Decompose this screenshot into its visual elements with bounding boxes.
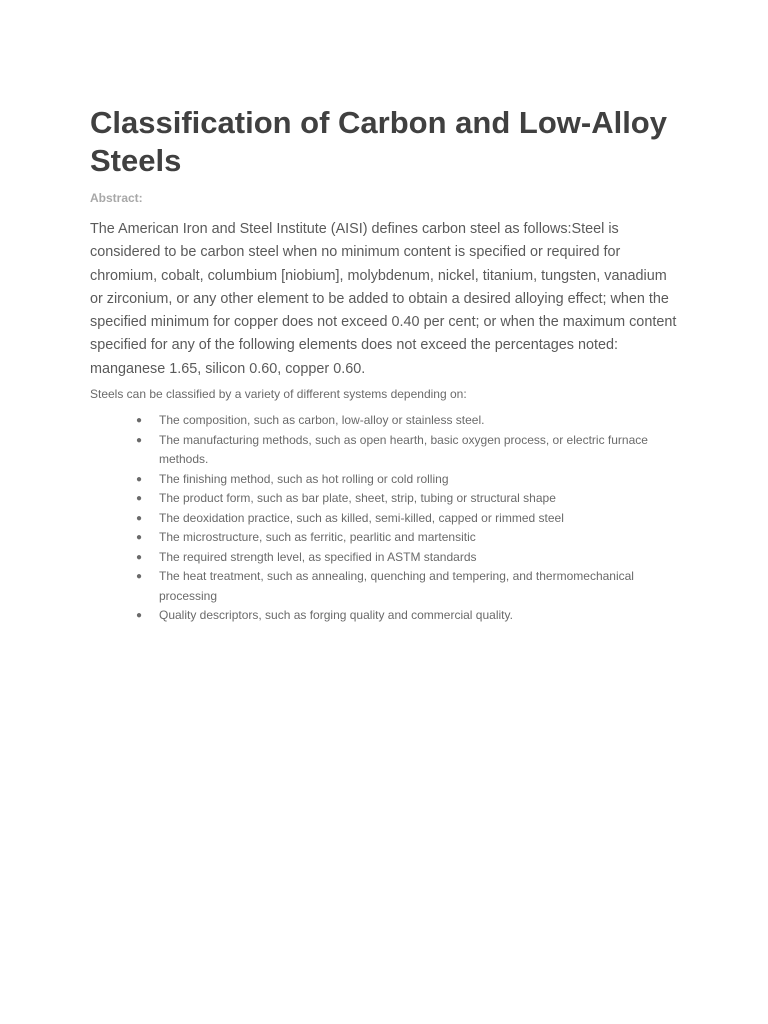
- document-body: [90, 104, 680, 626]
- list-item: [136, 470, 680, 490]
- list-item: [136, 548, 680, 568]
- list-item-text: The product form, such as bar plate, sheet, strip, tubing or structural shape: [159, 491, 556, 506]
- list-item-text: The finishing method, such as hot rolling or cold rolling: [159, 471, 449, 486]
- list-item: [136, 411, 680, 431]
- bullet-icon: ●: [136, 473, 143, 485]
- list-item-text: The heat treatment, such as annealing, quenching and tempering, and thermomechanical processing: [159, 569, 634, 603]
- list-item-text: The composition, such as carbon, low-alloy or stainless steel.: [159, 413, 485, 428]
- list-item: [136, 606, 680, 626]
- bullet-icon: ●: [136, 571, 143, 583]
- bullet-icon: ●: [136, 493, 143, 505]
- abstract-text: The American Iron and Steel Institute (AISI) defines carbon steel as follows:Steel is considered to be carbon steel when no minimum content is specified or required for chromium, cobalt, columbium [niobium], molybdenum, nickel, titanium, tungsten, vanadium or zirconium, or any other element to be added to obtain a desired alloying effect; when the specified minimum for copper does not exceed 0.40 per cent; or when the maximum content specified for any of the following elements does not exceed the percentages noted: manganese 1.65, silicon 0.60, copper 0.60.: [90, 221, 677, 377]
- document-title: Classification of Carbon and Low-Alloy Steels: [90, 105, 667, 178]
- list-item-text: The microstructure, such as ferritic, pearlitic and martensitic: [159, 530, 476, 545]
- list-item: [136, 431, 680, 470]
- list-item: [136, 489, 680, 509]
- list-item-text: The required strength level, as specified in ASTM standards: [159, 549, 477, 564]
- abstract-label: Abstract:: [90, 191, 143, 205]
- list-item: [136, 567, 680, 606]
- bullet-icon: ●: [136, 551, 143, 563]
- classification-intro: Steels can be classified by a variety of different systems depending on:: [90, 387, 467, 402]
- list-item: [136, 528, 680, 548]
- list-item: [136, 509, 680, 529]
- bullet-icon: ●: [136, 532, 143, 544]
- bullet-icon: ●: [136, 610, 143, 622]
- bullet-icon: ●: [136, 512, 143, 524]
- bullet-icon: ●: [136, 415, 143, 427]
- classification-list: [90, 411, 680, 626]
- list-item-text: The manufacturing methods, such as open hearth, basic oxygen process, or electric furnace methods.: [159, 432, 648, 467]
- list-item-text: Quality descriptors, such as forging quality and commercial quality.: [159, 608, 513, 623]
- list-item-text: The deoxidation practice, such as killed, semi-killed, capped or rimmed steel: [159, 510, 564, 525]
- bullet-icon: ●: [136, 434, 143, 446]
